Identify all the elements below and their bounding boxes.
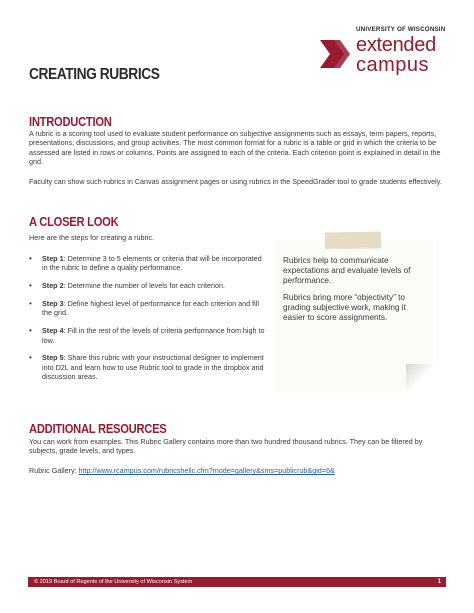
note-text-2: Rubrics bring more “objectivity” to grading subjective work, making it easier to score assignments. — [283, 293, 406, 322]
step-item-3 — [29, 299, 269, 318]
step-label: Step 5 — [42, 353, 64, 363]
logo-university: UNIVERSITY OF WISCONSIN — [356, 26, 446, 33]
page-number: 1 — [437, 579, 441, 585]
resources-heading: ADDITIONAL RESOURCES — [29, 421, 167, 436]
resources-paragraph: You can work from examples. This Rubric Gallery contains more than two hundred thousand rubrics. They can be filtered by subjects, grade levels, and types. — [29, 437, 423, 456]
bullet-icon: • — [29, 254, 32, 263]
rubric-gallery-label: Rubric Gallery: — [29, 466, 79, 475]
closer-look-intro: Here are the steps for creating a rubric. — [29, 233, 155, 242]
sticky-note — [275, 240, 433, 392]
page-title: CREATING RUBRICS — [29, 66, 160, 83]
logo-campus: campus — [356, 54, 430, 76]
rubric-gallery-link[interactable]: http://www.rcampus.com/rubricshellc.cfm?mode=gallery&sms=publicrub&gid=6& — [78, 466, 335, 475]
bullet-icon: • — [29, 353, 32, 363]
step-label: Step 2 — [42, 281, 64, 291]
step-item-5 — [29, 353, 269, 381]
extended-campus-logo — [318, 26, 458, 82]
step-label: Step 4 — [42, 326, 64, 336]
step-item-4 — [29, 326, 269, 345]
bullet-icon: • — [29, 326, 32, 336]
step-text: : Determine the number of levels for each criterion. — [63, 281, 225, 291]
rubric-gallery-line — [29, 466, 449, 475]
note-text-1: Rubrics help to communicate expectations and evaluate levels of performance. — [283, 256, 411, 285]
chevron-logo-icon — [318, 34, 358, 74]
introduction-heading: INTRODUCTION — [29, 114, 112, 129]
bullet-icon: • — [29, 299, 32, 308]
footer-bar — [28, 577, 446, 587]
step-label: Step 3 — [42, 299, 64, 308]
copyright-text: © 2019 Board of Regents of the University of Wisconsin System — [34, 579, 193, 585]
steps-list — [29, 254, 269, 390]
bullet-icon: • — [29, 281, 32, 291]
step-text: : Determine 3 to 5 elements or criteria that will be incorporated in the rubric to define a quality performance. — [42, 254, 262, 273]
step-text: : Define highest level of performance for each criterion and fill the grid. — [42, 299, 259, 318]
step-text: : Fill in the rest of the levels of criteria performance from high to low. — [42, 326, 265, 345]
tape-strip — [325, 232, 381, 249]
step-label: Step 1 — [42, 254, 64, 263]
step-item-1 — [29, 254, 269, 273]
step-item-2 — [29, 281, 269, 290]
introduction-paragraph-1: A rubric is a scoring tool used to evaluate student performance on subjective assignments such as essays, term papers, reports, presentations, discussions, and group activities. The most common format for a rubric is a table or grid in which the criteria to be assessed are listed in rows or columns. Points are assigned to each of the criteria. Each criterion point is explained in detail in the grid. — [29, 129, 441, 167]
closer-look-heading: A CLOSER LOOK — [29, 214, 119, 229]
introduction-paragraph-2: Faculty can show such rubrics in Canvas assignment pages or using rubrics in the SpeedGrader tool to grade students effectively. — [29, 177, 442, 186]
step-text: : Share this rubric with your instructional designer to implement into D2L and learn how to use Rubric tool to grade in the dropbox and discussion areas. — [42, 353, 264, 382]
logo-extended: extended — [356, 34, 436, 56]
